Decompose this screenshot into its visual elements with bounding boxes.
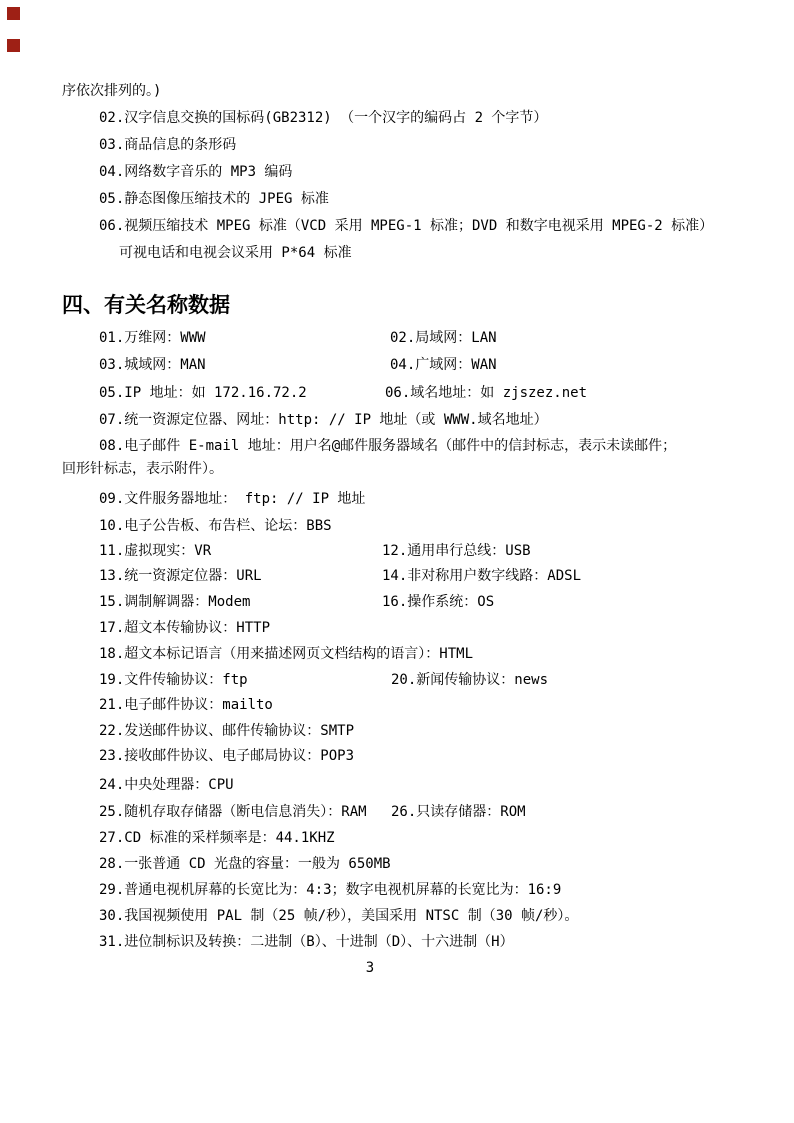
name-item-14: 14.非对称用户数字线路：ADSL <box>382 568 582 584</box>
name-row-17 <box>0 620 794 636</box>
name-item-07: 07.统一资源定位器、网址：http: // IP 地址（或 WWW.域名地址） <box>99 412 548 428</box>
name-row-05 <box>0 385 794 401</box>
name-item-17: 17.超文本传输协议：HTTP <box>99 620 271 636</box>
name-row-19 <box>0 672 794 688</box>
red-square-marker-1 <box>7 7 20 20</box>
code-item-03-text: 03.商品信息的条形码 <box>99 137 237 153</box>
name-row-22 <box>0 723 794 739</box>
name-item-16: 16.操作系统：OS <box>382 594 495 610</box>
name-row-30 <box>0 908 794 924</box>
name-item-29: 29.普通电视机屏幕的长宽比为：4:3；数字电视机屏幕的长宽比为：16:9 <box>99 882 562 898</box>
line-intro-continuation <box>0 83 794 99</box>
name-row-25 <box>0 804 794 820</box>
code-item-06-continued <box>0 245 794 261</box>
name-row-11 <box>0 543 794 559</box>
name-item-24: 24.中央处理器：CPU <box>99 777 234 793</box>
name-row-28 <box>0 856 794 872</box>
name-item-31: 31.进位制标识及转换：二进制（B）、十进制（D）、十六进制（H） <box>99 934 514 950</box>
name-item-09: 09.文件服务器地址： ftp: // IP 地址 <box>99 491 366 507</box>
name-item-10: 10.电子公告板、布告栏、论坛：BBS <box>99 518 332 534</box>
name-row-03 <box>0 357 794 373</box>
name-item-20: 20.新闻传输协议：news <box>391 672 549 688</box>
name-item-06: 06.域名地址：如 zjszez.net <box>385 385 588 401</box>
name-row-29 <box>0 882 794 898</box>
name-row-15 <box>0 594 794 610</box>
name-item-15: 15.调制解调器：Modem <box>99 594 251 610</box>
code-item-02 <box>0 110 794 126</box>
name-row-08-continued <box>0 461 794 477</box>
name-row-18 <box>0 646 794 662</box>
name-item-13: 13.统一资源定位器：URL <box>99 568 262 584</box>
code-item-06 <box>0 218 794 234</box>
red-square-marker-2 <box>7 39 20 52</box>
name-row-09 <box>0 491 794 507</box>
name-item-02: 02.局域网：LAN <box>390 330 497 346</box>
code-item-05 <box>0 191 794 207</box>
name-item-05: 05.IP 地址：如 172.16.72.2 <box>99 385 307 401</box>
name-item-01: 01.万维网：WWW <box>99 330 206 346</box>
name-item-21: 21.电子邮件协议：mailto <box>99 697 273 713</box>
name-row-07 <box>0 412 794 428</box>
code-item-04 <box>0 164 794 180</box>
code-item-05-text: 05.静态图像压缩技术的 JPEG 标准 <box>99 191 329 207</box>
code-item-03 <box>0 137 794 153</box>
name-row-31 <box>0 934 794 950</box>
name-row-24 <box>0 777 794 793</box>
name-item-04: 04.广域网：WAN <box>390 357 497 373</box>
name-item-18: 18.超文本标记语言（用来描述网页文档结构的语言）：HTML <box>99 646 473 662</box>
name-item-12: 12.通用串行总线：USB <box>382 543 531 559</box>
name-row-21 <box>0 697 794 713</box>
name-item-26: 26.只读存储器：ROM <box>391 804 526 820</box>
name-item-22: 22.发送邮件协议、邮件传输协议：SMTP <box>99 723 355 739</box>
name-item-28: 28.一张普通 CD 光盘的容量：一般为 650MB <box>99 856 391 872</box>
name-item-19: 19.文件传输协议：ftp <box>99 672 248 688</box>
name-row-10 <box>0 518 794 534</box>
code-item-06-text: 06.视频压缩技术 MPEG 标准（VCD 采用 MPEG-1 标准；DVD 和数字电视采用 MPEG-2 标准） <box>99 218 714 234</box>
name-row-23 <box>0 748 794 764</box>
name-row-08 <box>0 438 794 454</box>
name-item-03: 03.城域网：MAN <box>99 357 206 373</box>
name-item-11: 11.虚拟现实：VR <box>99 543 212 559</box>
name-item-23: 23.接收邮件协议、电子邮局协议：POP3 <box>99 748 355 764</box>
intro-continuation-text: 序依次排列的。) <box>62 83 162 99</box>
code-item-04-text: 04.网络数字音乐的 MP3 编码 <box>99 164 293 180</box>
section-heading: 四、有关名称数据 <box>62 293 230 317</box>
name-item-27: 27.CD 标准的采样频率是：44.1KHZ <box>99 830 335 846</box>
name-row-13 <box>0 568 794 584</box>
name-item-08: 08.电子邮件 E-mail 地址：用户名@邮件服务器域名（邮件中的信封标志，表示未读邮件； <box>99 438 677 454</box>
name-item-08-continued: 回形针标志，表示附件）。 <box>62 461 223 477</box>
name-row-01 <box>0 330 794 346</box>
code-item-06-continued-text: 可视电话和电视会议采用 P*64 标准 <box>119 245 352 261</box>
name-item-30: 30.我国视频使用 PAL 制（25 帧/秒），美国采用 NTSC 制（30 帧/秒）。 <box>99 908 579 924</box>
name-row-27 <box>0 830 794 846</box>
code-item-02-text: 02.汉字信息交换的国标码(GB2312) （一个汉字的编码占 2 个字节） <box>99 110 548 126</box>
page-number: 3 <box>365 960 375 976</box>
name-item-25: 25.随机存取存储器（断电信息消失）：RAM <box>99 804 367 820</box>
